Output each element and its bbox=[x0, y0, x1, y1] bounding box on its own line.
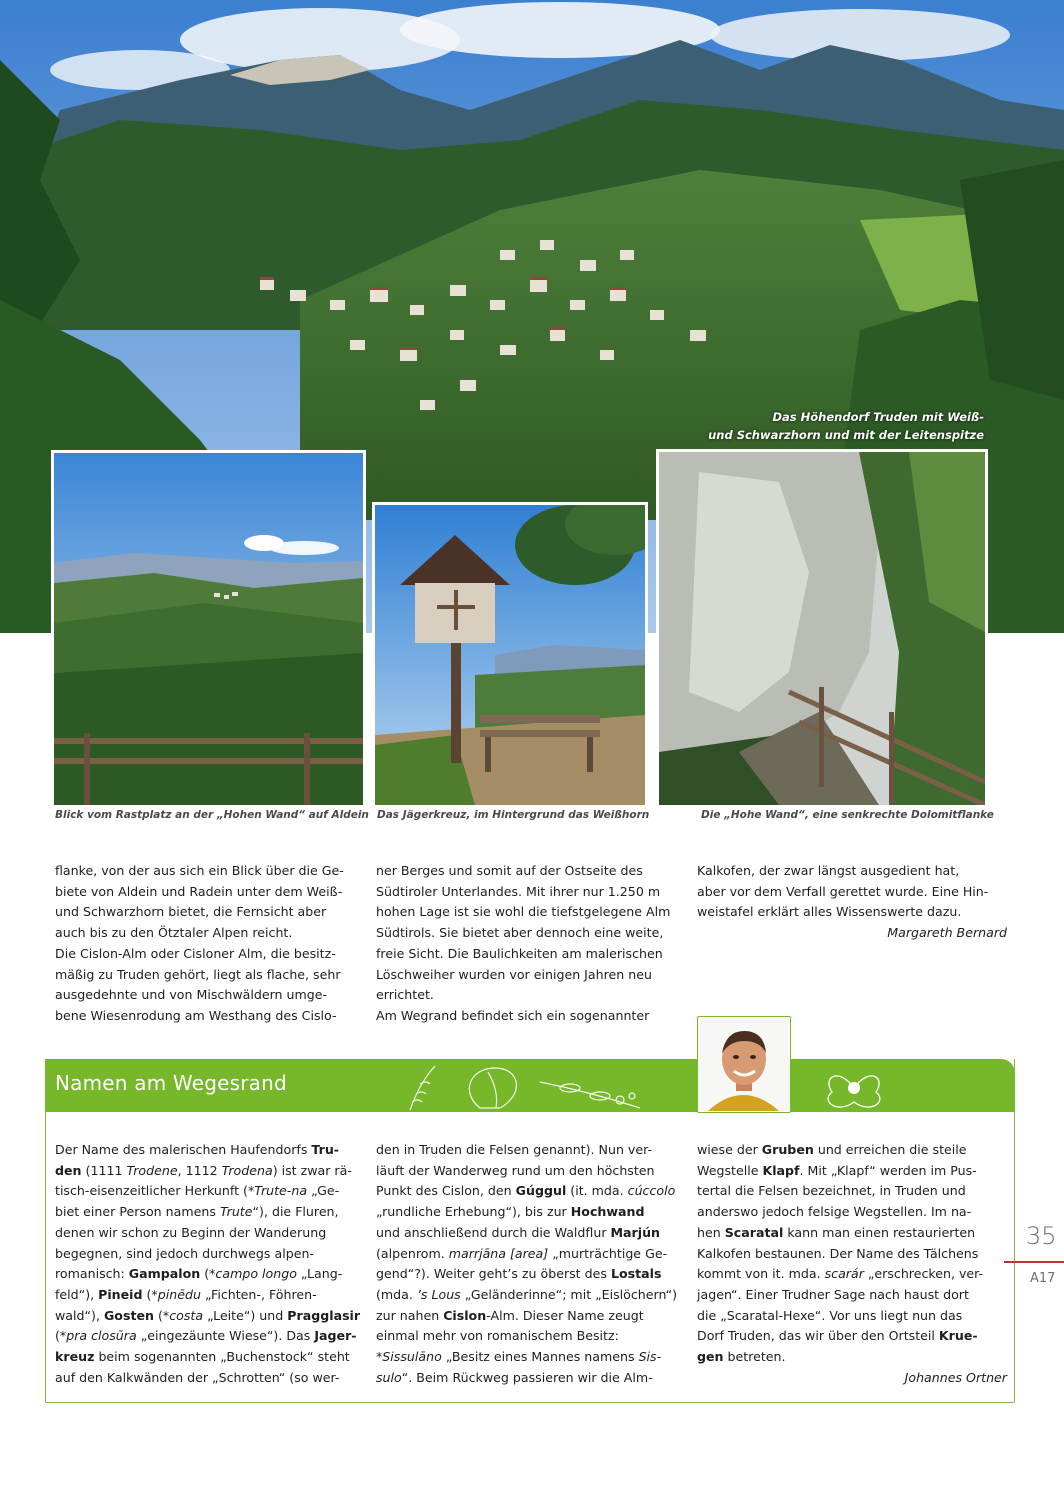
article-line: und Schwarzhorn bietet, die Fernsicht aber bbox=[55, 904, 327, 920]
hero-caption-line-2: und Schwarzhorn und mit der Leitenspitze bbox=[708, 428, 984, 442]
flower-icon bbox=[818, 1062, 890, 1114]
photo-aldein-view bbox=[51, 450, 366, 808]
hero-caption-line-1: Das Höhendorf Truden mit Weiß- bbox=[772, 410, 984, 424]
page-number: 35 bbox=[1026, 1222, 1057, 1250]
article-line: flanke, von der aus sich ein Blick über die Ge- bbox=[55, 863, 344, 878]
names-column-3 bbox=[697, 1140, 1007, 1388]
article-line: freie Sicht. Die Baulichkeiten am malerischen bbox=[376, 945, 663, 961]
article-line: Südtirols. Sie bietet aber dennoch eine weite, bbox=[376, 925, 664, 941]
article-line: Am Wegrand befindet sich ein sogenannter bbox=[376, 1007, 650, 1023]
names-column-1: Der Name des malerischen Haufendorfs Tru- den (1111 Trodene, 1112 Trodena) ist zwar rä- tisch-eisenzeitlicher Herkunft (*Trute-na „Ge- biet einer Person namens Trute“), die Fluren, denen wir schon zu Beginn der Wanderung begegnen, sind jedoch durchwegs alpen- romanisch: Gampalon (*campo longo „Lang- feld“), Pineid (*pinēdu „Fichten-, Föhren- wald“), Gosten (*costa „Leite“) und Pragglasir (*pra closūra „eingezäunte Wiese“). Das Jager- kreuz beim sogenannten „Buchenstock“ steht auf den Kalkwänden der „Schrotten“ (so wer- bbox=[55, 1142, 361, 1385]
author-portrait bbox=[697, 1016, 791, 1113]
issue-label: A17 bbox=[1030, 1271, 1056, 1286]
article-line: errichtet. bbox=[376, 987, 434, 1003]
article-line: aber vor dem Verfall gerettet wurde. Eine Hin- bbox=[697, 883, 989, 899]
photo-caption-1: Blick vom Rastplatz an der „Hohen Wand“ auf Aldein bbox=[55, 809, 369, 821]
article-line: biete von Aldein und Radein unter dem Weiß- bbox=[55, 883, 343, 899]
article-line: auch bis zu den Ötztaler Alpen reicht. bbox=[55, 925, 293, 941]
article-line: ausgedehnte und von Mischwäldern umge- bbox=[55, 987, 328, 1003]
article-line: Die Cislon-Alm oder Cisloner Alm, die besitz- bbox=[55, 945, 336, 961]
article-column-1 bbox=[55, 861, 370, 1027]
botanical-decoration bbox=[400, 1062, 690, 1114]
article-line: Kalkofen, der zwar längst ausgedient hat, bbox=[697, 863, 960, 878]
photo-hohe-wand bbox=[656, 449, 988, 808]
photo-caption-2: Das Jägerkreuz, im Hintergrund das Weißhorn bbox=[377, 809, 650, 821]
hero-caption bbox=[708, 408, 984, 444]
article-column-2 bbox=[376, 861, 688, 1027]
article-author: Margareth Bernard bbox=[887, 925, 1007, 941]
article-line: hohen Lage ist sie wohl die tiefstgelegene Alm bbox=[376, 904, 671, 920]
article-line: Südtiroler Unterlandes. Mit ihrer nur 1.250 m bbox=[376, 883, 661, 899]
article-line: ner Berges und somit auf der Ostseite des bbox=[376, 863, 643, 878]
article-line: weistafel erklärt alles Wissenswerte dazu. bbox=[697, 904, 962, 920]
article-line: bene Wiesenrodung am Westhang des Cislo- bbox=[55, 1007, 337, 1023]
article-line: mäßig zu Truden gehört, liegt als flache, sehr bbox=[55, 966, 341, 982]
photo-jaegerkreuz bbox=[372, 502, 648, 808]
article-column-3 bbox=[697, 861, 1007, 944]
names-box-title: Namen am Wegesrand bbox=[55, 1071, 287, 1095]
names-column-3-text: wiese der Gruben und erreichen die steile Wegstelle Klapf. Mit „Klapf“ werden im Pus- tertal die Felsen bezeichnet, in Truden und anderswo jedoch felsige Wegstellen. Im na- hen Scaratal kann man einen restaurierten Kalkofen bestaunen. Der Name des Tälchens kommt von it. mda. scarár „erschrecken, ver- jagen“. Einer Trudner Sage nach haust dort die „Scaratal-Hexe“. Vor uns liegt nun das Dorf Truden, das wir über den Ortsteil Krue- gen betreten. bbox=[697, 1142, 984, 1365]
names-author: Johannes Ortner bbox=[904, 1369, 1007, 1385]
photo-caption-3: Die „Hohe Wand“, eine senkrechte Dolomitflanke bbox=[701, 809, 994, 821]
names-column-2: den in Truden die Felsen genannt). Nun ver- läuft der Wanderweg rund um den höchsten Punkt des Cislon, den Gúggul (it. mda. cúccolo „rundliche Erhebung“), bis zur Hochwand und anschließend durch die Waldflur Marjún (alpenrom. marrjāna [area] „murträchtige Ge- gend“?). Weiter geht’s zu öberst des Lostals (mda. ’s Lous „Geländerinne“; mit „Eislöchern“) zur nahen Cislon-Alm. Dieser Name zeugt einmal mehr von romanischem Besitz: *Sissulāno „Besitz eines Mannes namens Sis- sulo“. Beim Rückweg passieren wir die Alm- bbox=[376, 1142, 678, 1385]
page-number-rule bbox=[1004, 1261, 1064, 1263]
article-line: Löschweiher wurden vor einigen Jahren neu bbox=[376, 966, 652, 982]
